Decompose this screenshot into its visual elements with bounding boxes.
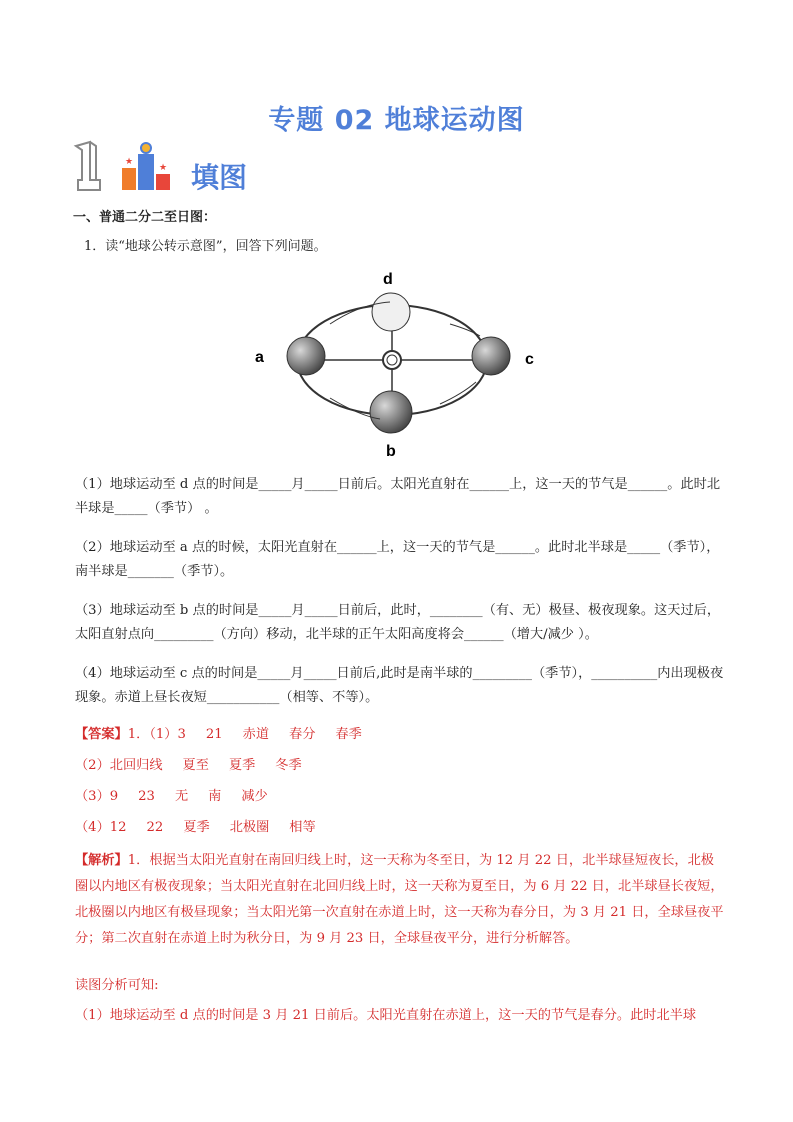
analysis-text: 1．根据当太阳光直射在南回归线上时，这一天称为冬至日，为 12 月 22 日，北半球昼短夜长，北极圈以内地区有极夜现象；当太阳光直射在北回归线上时，这一天称为夏至日，为 6 月 22 日，北半球昼长夜短，北极圈以内地区有极昼现象；当太阳光第一次直射在赤道上时，这一天称为春分日，为 3 月 21 日，全球昼夜平分；第二次直射在赤道上时为秋分日，为 9 月 23 日，全球昼夜平分，进行分析解答。: [75, 853, 724, 946]
answer-value: 春分: [289, 727, 316, 742]
section-label: 填图: [191, 161, 248, 194]
answer-value: 减少: [241, 789, 268, 804]
answer-value: 夏至: [182, 758, 209, 773]
answer-value: 9: [109, 789, 119, 804]
answer-value: 无: [174, 789, 189, 804]
page-title: 专题 02 地球运动图: [268, 105, 525, 136]
answer-value: 夏季: [183, 820, 210, 835]
answer-value: 春季: [335, 727, 362, 742]
earth-a: [287, 337, 325, 375]
label-b: b: [386, 443, 396, 460]
answer-value: 22: [146, 820, 164, 835]
question-2: （2）地球运动至 a 点的时候，太阳光直射在______上，这一天的节气是______。此时北半球是_____（季节），南半球是_______（季节）。: [75, 540, 720, 579]
answer-line-1: 【答案】1．（1）3 21 赤道 春分 春季: [75, 723, 725, 747]
answer-value: 12: [109, 820, 127, 835]
answer-label: 【答案】: [75, 727, 128, 742]
analysis-label: 【解析】: [75, 853, 128, 868]
answer-value: 21: [205, 727, 223, 742]
analysis-last-line: （1）地球运动至 d 点的时间是 3 月 21 日前后。太阳光直射在赤道上，这一天的节气是春分。此时北半球: [75, 1008, 697, 1023]
earth-c: [472, 337, 510, 375]
question-intro: 1．读“地球公转示意图”，回答下列问题。: [84, 239, 327, 254]
question-1: （1）地球运动至 d 点的时间是_____月_____日前后。太阳光直射在______上，这一天的节气是______。此时北半球是_____（季节） 。: [75, 477, 721, 516]
answer-value: 赤道: [242, 727, 270, 742]
answer-value: 3: [177, 727, 186, 742]
analysis-paragraph: [75, 848, 725, 952]
subheading: 一、普通二分二至日图：: [73, 210, 217, 225]
label-c: c: [525, 351, 534, 368]
answer-value: 相等: [289, 820, 316, 835]
answer-line-2: （2）北回归线 夏至 夏季 冬季: [75, 754, 725, 778]
svg-text:★: ★: [125, 157, 134, 167]
earth-d: [372, 293, 410, 331]
answer-line-3: （3）9 23 无 南 减少: [75, 785, 725, 809]
answer-value: 夏季: [228, 758, 256, 773]
answer-value: 北极圈: [229, 820, 270, 835]
analysis-read-line: 读图分析可知:: [75, 978, 159, 993]
label-d: d: [383, 271, 393, 288]
question-3: （3）地球运动至 b 点的时间是_____月_____日前后，此时，________（有、无）极昼、极夜现象。这天过后，太阳直射点向_________（方向）移动，北半球的正午太阳高度将会______（增大/减少 ）。: [75, 603, 721, 642]
label-a: a: [255, 349, 264, 366]
question-4: （4）地球运动至 c 点的时间是_____月_____日前后,此时是南半球的_________（季节），__________内出现极夜现象。赤道上昼长夜短___________（相等、不等）。: [75, 666, 724, 705]
svg-text:★: ★: [159, 163, 168, 173]
earth-orbit-diagram: [240, 264, 560, 464]
answer-line-4: （4）12 22 夏季 北极圈 相等: [75, 816, 725, 840]
answer-value: 冬季: [275, 758, 302, 773]
answer-value: 南: [208, 789, 222, 804]
section-icon: [70, 140, 190, 194]
answer-value: 23: [138, 789, 155, 804]
answer-value: 北回归线: [109, 758, 163, 773]
earth-b: [370, 391, 412, 433]
section-header: [70, 140, 290, 194]
